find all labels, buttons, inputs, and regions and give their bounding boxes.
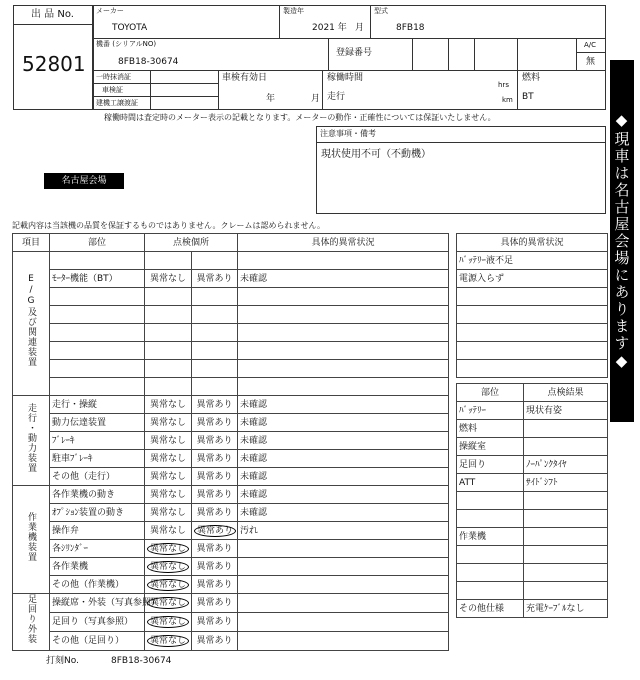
table-row (13, 632, 449, 651)
table-row (457, 252, 608, 270)
table-row (13, 522, 449, 540)
ok-option: 異常なし (147, 635, 189, 647)
part-cell: 足回り（写真参照） (50, 613, 145, 632)
hours-note: 稼働時間は査定時のメーター表示の記載となります。メーターの動作・正確性については保証いたしません。 (104, 113, 496, 122)
ok-option: 異常なし (147, 543, 189, 555)
year-value: 2021 年 (312, 23, 347, 33)
table-row (457, 528, 608, 546)
table-header-row (13, 234, 449, 252)
serial-label: 機番 (シリアルNO) (96, 40, 157, 48)
group-label-text: 作業機装置 (26, 511, 36, 562)
part-cell: 足回り (457, 456, 524, 474)
remarks-label: 注意事項・備考 (320, 129, 376, 138)
ng-cell (192, 486, 238, 504)
ok-option: 異常なし (147, 561, 189, 573)
fuel-value: BT (522, 92, 534, 102)
table-row (13, 270, 449, 288)
table-row (457, 270, 608, 288)
ok-cell (145, 342, 192, 360)
status-cell: 未確認 (238, 396, 449, 414)
status-cell: 未確認 (238, 504, 449, 522)
ok-option: 異常なし (147, 579, 189, 591)
ng-cell (192, 342, 238, 360)
ng-option: 異常あり (196, 507, 233, 518)
table-row (13, 396, 449, 414)
cert-transfer: 建機工譲渡証 (96, 99, 138, 107)
table-row (457, 402, 608, 420)
ng-cell (192, 450, 238, 468)
table-row (13, 306, 449, 324)
ng-cell (192, 576, 238, 594)
remarks-value: 現状使用不可（不動機） (321, 149, 431, 160)
inspect-year: 年 (266, 94, 276, 104)
status-cell (238, 306, 449, 324)
ok-option: 異常なし (149, 435, 186, 446)
ng-option: 異常あり (194, 525, 236, 537)
part-cell: 各ｼﾘﾝﾀﾞｰ (50, 540, 145, 558)
table-row (13, 342, 449, 360)
fuel-label: 燃料 (522, 73, 541, 83)
ok-option: 異常なし (149, 399, 186, 410)
part-cell (457, 492, 524, 510)
result-cell (524, 438, 608, 456)
ng-cell (192, 324, 238, 342)
lot-number: 52801 (22, 52, 86, 76)
group-label-text: E/G及び関連装置 (26, 274, 36, 367)
table-row (457, 456, 608, 474)
detail-cell (457, 324, 608, 342)
part-cell (457, 564, 524, 582)
ng-option: 異常あり (196, 273, 233, 284)
ng-cell (192, 558, 238, 576)
part-cell: その他（足回り） (50, 632, 145, 651)
venue-badge: 名古屋会場 (44, 173, 124, 189)
hours-unit: hrs (498, 81, 509, 89)
status-cell (238, 360, 449, 378)
part-cell: 各作業機 (50, 558, 145, 576)
ng-option: 異常あり (196, 617, 233, 627)
result-cell (524, 510, 608, 528)
header-cell: 点検個所 (145, 234, 238, 252)
table-row (457, 306, 608, 324)
table-row (13, 576, 449, 594)
result-cell: ｻｲﾄﾞｼﾌﾄ (524, 474, 608, 492)
table-row (13, 360, 449, 378)
abnormal-detail-table (456, 233, 608, 378)
result-cell (524, 492, 608, 510)
part-cell: ATT (457, 474, 524, 492)
result-cell (524, 582, 608, 600)
status-cell (238, 594, 449, 613)
table-row (13, 288, 449, 306)
inspect-label: 車検有効日 (222, 73, 268, 83)
status-cell (238, 540, 449, 558)
group-label (13, 594, 50, 651)
table-row (457, 600, 608, 618)
status-cell (238, 288, 449, 306)
table-row (457, 474, 608, 492)
remarks-box (316, 126, 606, 214)
part-cell: 操縦室 (457, 438, 524, 456)
ng-cell (192, 360, 238, 378)
part-cell: 燃料 (457, 420, 524, 438)
km-unit: km (502, 96, 513, 104)
result-cell (524, 546, 608, 564)
part-cell: ﾊﾞｯﾃﾘｰ (457, 402, 524, 420)
ng-cell (192, 432, 238, 450)
ok-cell (145, 522, 192, 540)
ok-cell (145, 324, 192, 342)
ok-cell (145, 576, 192, 594)
group-label (13, 252, 50, 396)
ng-option: 異常あり (196, 417, 233, 428)
table-row (457, 492, 608, 510)
ng-option: 異常あり (196, 399, 233, 410)
part-cell (50, 306, 145, 324)
ok-cell (145, 540, 192, 558)
detail-cell: ﾊﾞｯﾃﾘｰ液不足 (457, 252, 608, 270)
table-row (13, 558, 449, 576)
group-label-text: 足回り外装 (26, 594, 36, 644)
part-cell: その他仕様 (457, 600, 524, 618)
table-row (13, 252, 449, 270)
ng-cell (192, 252, 238, 270)
status-cell: 未確認 (238, 432, 449, 450)
group-label (13, 486, 50, 594)
part-cell: 駐車ﾌﾞﾚｰｷ (50, 450, 145, 468)
ng-option: 異常あり (196, 636, 233, 646)
result-cell: 充電ｹｰﾌﾞﾙなし (524, 600, 608, 618)
model-label: 型式 (374, 7, 388, 15)
table-row (13, 324, 449, 342)
ok-option: 異常なし (149, 489, 186, 500)
part-cell (50, 378, 145, 396)
cert-inspection: 車検証 (102, 86, 123, 94)
part-cell: 動力伝達装置 (50, 414, 145, 432)
model-value: 8FB18 (396, 23, 425, 33)
result-cell (524, 420, 608, 438)
maker-label: メーカー (96, 7, 124, 15)
table-row (13, 486, 449, 504)
table-row (13, 468, 449, 486)
status-cell: 未確認 (238, 486, 449, 504)
part-cell: 操作弁 (50, 522, 145, 540)
part-cell (50, 342, 145, 360)
part-cell: その他（走行） (50, 468, 145, 486)
detail-cell: 電源入らず (457, 270, 608, 288)
ok-cell (145, 396, 192, 414)
ok-option: 異常なし (149, 525, 186, 536)
part-cell: 走行・操縦 (50, 396, 145, 414)
table-row (13, 540, 449, 558)
table-row (457, 324, 608, 342)
ok-cell (145, 306, 192, 324)
stamp-value: 8FB18-30674 (111, 656, 172, 666)
ok-cell (145, 594, 192, 613)
ok-cell (145, 613, 192, 632)
result-cell: 現状有姿 (524, 402, 608, 420)
ng-cell (192, 632, 238, 651)
status-cell (238, 613, 449, 632)
ng-option: 異常あり (196, 543, 233, 554)
ok-option: 異常なし (149, 471, 186, 482)
ok-cell (145, 486, 192, 504)
ng-cell (192, 468, 238, 486)
ok-cell (145, 288, 192, 306)
part-cell (50, 288, 145, 306)
status-cell: 未確認 (238, 414, 449, 432)
ng-cell (192, 504, 238, 522)
ng-option: 異常あり (196, 471, 233, 482)
detail-cell (457, 360, 608, 378)
ok-cell (145, 360, 192, 378)
part-cell: 各作業機の動き (50, 486, 145, 504)
table-row (13, 378, 449, 396)
hours-label: 稼働時間 (327, 73, 364, 83)
part-cell (50, 324, 145, 342)
ng-cell (192, 613, 238, 632)
ok-cell (145, 414, 192, 432)
ng-cell (192, 270, 238, 288)
table-row (13, 504, 449, 522)
header-cell: 具体的異常状況 (457, 234, 608, 252)
ng-cell (192, 306, 238, 324)
table-row (457, 510, 608, 528)
result-cell (524, 564, 608, 582)
ok-option: 異常なし (149, 507, 186, 518)
ng-cell (192, 414, 238, 432)
status-cell (238, 378, 449, 396)
result-cell: ﾉｰﾊﾟﾝｸﾀｲﾔ (524, 456, 608, 474)
table-row (457, 360, 608, 378)
ng-option: 異常あり (196, 489, 233, 500)
ng-option: 異常あり (196, 435, 233, 446)
ng-option: 異常あり (196, 579, 233, 590)
ok-cell (145, 558, 192, 576)
status-cell (238, 252, 449, 270)
ok-option: 異常なし (147, 616, 189, 628)
table-row (457, 288, 608, 306)
month-unit: 月 (355, 23, 365, 33)
ok-cell (145, 378, 192, 396)
quality-note: 記載内容は当該機の品質を保証するものではありません。クレームは認められません。 (12, 221, 325, 230)
part-cell: ｵﾌﾟｼｮﾝ装置の動き (50, 504, 145, 522)
ok-cell (145, 252, 192, 270)
ok-cell (145, 432, 192, 450)
cert-temporary: 一時抹消証 (96, 73, 131, 81)
part-cell: ﾌﾞﾚｰｷ (50, 432, 145, 450)
ng-cell (192, 540, 238, 558)
ng-cell (192, 288, 238, 306)
ok-cell (145, 450, 192, 468)
ok-cell (145, 468, 192, 486)
ok-option: 異常なし (149, 417, 186, 428)
travel-label: 走行 (327, 92, 346, 102)
status-cell: 未確認 (238, 270, 449, 288)
table-row (457, 420, 608, 438)
part-cell: 作業機 (457, 528, 524, 546)
serial-value: 8FB18-30674 (118, 57, 179, 67)
table-row (457, 342, 608, 360)
detail-cell (457, 288, 608, 306)
venue-sidebar: ◆現車は名古屋会場にあります◆ (610, 60, 634, 422)
inspect-month: 月 (311, 94, 321, 104)
detail-cell (457, 342, 608, 360)
table-row (457, 546, 608, 564)
table-row (13, 594, 449, 613)
part-cell (50, 360, 145, 378)
ng-cell (192, 396, 238, 414)
table-row (457, 438, 608, 456)
status-cell: 未確認 (238, 450, 449, 468)
lot-label: 出 品 No. (31, 9, 74, 20)
table-row (13, 414, 449, 432)
inspection-table (12, 233, 449, 651)
ok-option: 異常なし (149, 273, 186, 284)
table-row (13, 432, 449, 450)
status-cell (238, 324, 449, 342)
year-label: 製造年 (283, 7, 304, 15)
header-cell: 部位 (457, 384, 524, 402)
part-cell: その他（作業機） (50, 576, 145, 594)
table-row (457, 582, 608, 600)
status-cell: 未確認 (238, 468, 449, 486)
part-cell (50, 252, 145, 270)
ac-label: A/C (584, 41, 597, 49)
part-cell (457, 546, 524, 564)
ng-option: 異常あり (196, 561, 233, 572)
part-cell (457, 582, 524, 600)
table-row (13, 450, 449, 468)
status-cell: 汚れ (238, 522, 449, 540)
ok-option: 異常なし (147, 597, 189, 609)
ok-cell (145, 632, 192, 651)
ng-cell (192, 594, 238, 613)
header-cell: 点検結果 (524, 384, 608, 402)
header-cell: 部位 (50, 234, 145, 252)
ng-cell (192, 522, 238, 540)
ok-cell (145, 504, 192, 522)
ng-cell (192, 378, 238, 396)
status-cell (238, 558, 449, 576)
header-cell: 具体的異常状況 (238, 234, 449, 252)
header-cell: 項目 (13, 234, 50, 252)
part-cell: ﾓｰﾀｰ機能（BT） (50, 270, 145, 288)
status-cell (238, 342, 449, 360)
ac-value: 無 (586, 57, 596, 67)
reg-label: 登録番号 (336, 48, 373, 58)
inspection-result-table (456, 383, 608, 618)
ok-option: 異常なし (149, 453, 186, 464)
status-cell (238, 632, 449, 651)
detail-cell (457, 306, 608, 324)
part-cell (457, 510, 524, 528)
ng-option: 異常あり (196, 598, 233, 608)
ng-option: 異常あり (196, 453, 233, 464)
group-label (13, 396, 50, 486)
part-cell: 操縦席・外装（写真参照） (50, 594, 145, 613)
status-cell (238, 576, 449, 594)
group-label-text: 走行・動力装置 (26, 402, 36, 473)
ok-cell (145, 270, 192, 288)
result-cell (524, 528, 608, 546)
table-row (457, 564, 608, 582)
maker-value: TOYOTA (112, 23, 148, 33)
table-row (13, 613, 449, 632)
stamp-label: 打刻No. (46, 656, 79, 666)
